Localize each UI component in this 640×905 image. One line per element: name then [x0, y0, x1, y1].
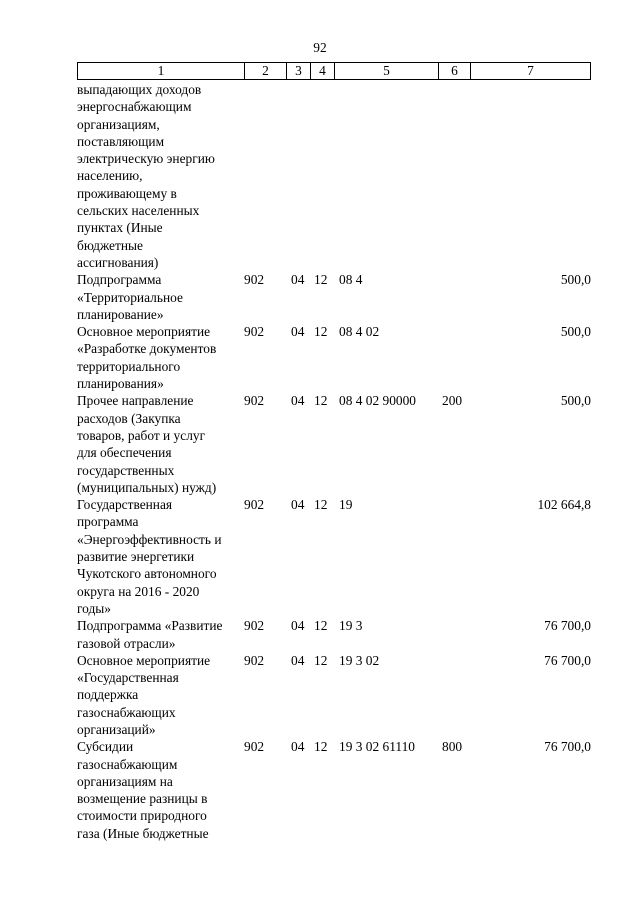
row-name-line: поддержка — [77, 687, 139, 703]
row-name-line: пунктах (Иные — [77, 220, 163, 236]
table-body — [77, 81, 591, 842]
row-name-line: организациям, — [77, 116, 160, 132]
row-name-line: возмещение разницы в — [77, 791, 208, 807]
row-sum: 76 700,0 — [544, 618, 591, 634]
row-name-line: Основное мероприятие — [77, 324, 211, 340]
row-ved: 902 — [244, 393, 265, 409]
header-col-1: 1 — [78, 63, 245, 79]
row-target-article: 19 3 02 61110 — [339, 739, 416, 755]
row-name-line: Субсидии — [77, 739, 134, 755]
row-name-line: бюджетные — [77, 237, 143, 253]
row-target-article: 19 3 — [339, 618, 363, 634]
page-number: 92 — [313, 40, 327, 55]
row-section: 04 — [291, 324, 305, 340]
table-row — [77, 496, 591, 617]
row-name-line: газа (Иные бюджетные — [77, 825, 209, 841]
header-col-3: 3 — [287, 63, 311, 79]
row-target-article: 19 3 02 — [339, 652, 380, 668]
row-name-line: электрическую энергию — [77, 151, 215, 167]
row-ved: 902 — [244, 324, 265, 340]
row-name-line: программа — [77, 514, 139, 530]
row-subsection: 12 — [314, 393, 328, 409]
row-name-line: газоснабжающих — [77, 704, 176, 720]
row-name-line: Подпрограмма — [77, 272, 162, 288]
row-name-line: населению, — [77, 168, 143, 184]
row-name — [77, 496, 245, 617]
row-subsection: 12 — [314, 739, 328, 755]
row-expense-type: 200 — [442, 393, 463, 409]
row-name — [77, 81, 245, 271]
row-name-line: территориального — [77, 358, 181, 374]
header-col-2: 2 — [245, 63, 287, 79]
header-col-5: 5 — [335, 63, 439, 79]
row-name-line: стоимости природного — [77, 808, 207, 824]
header-col-7: 7 — [527, 63, 534, 78]
row-name-line: «Разработке документов — [77, 341, 217, 357]
row-name-line: газовой отрасли» — [77, 635, 176, 651]
row-section: 04 — [291, 652, 305, 668]
row-name-line: организациям на — [77, 773, 173, 789]
table-header — [77, 62, 591, 80]
row-name-line: годы» — [77, 600, 111, 616]
row-ved: 902 — [244, 739, 265, 755]
row-section: 04 — [291, 272, 305, 288]
row-name-line: Чукотского автономного — [77, 566, 217, 582]
row-name-line: проживающему в — [77, 185, 177, 201]
row-sum: 500,0 — [560, 324, 591, 340]
row-name-line: планирования» — [77, 376, 164, 392]
row-name-line: «Государственная — [77, 670, 179, 686]
row-ved: 902 — [244, 497, 265, 513]
row-name — [77, 323, 245, 392]
row-name — [77, 617, 245, 652]
row-sum: 102 664,8 — [537, 497, 591, 513]
row-name-line: развитие энергетики — [77, 549, 195, 565]
row-sum: 500,0 — [560, 393, 591, 409]
table-row — [77, 738, 591, 842]
row-name — [77, 392, 245, 496]
row-name-line: «Территориальное — [77, 289, 183, 305]
row-name-line: Подпрограмма «Развитие — [77, 618, 223, 634]
table-row — [77, 617, 591, 652]
row-name-line: округа на 2016 - 2020 — [77, 583, 200, 599]
row-name-line: газоснабжающим — [77, 756, 178, 772]
row-name — [77, 738, 245, 842]
row-expense-type: 800 — [442, 739, 463, 755]
row-target-article: 08 4 02 90000 — [339, 393, 416, 409]
row-target-article: 08 4 — [339, 272, 363, 288]
table-row — [77, 81, 591, 271]
row-subsection: 12 — [314, 497, 328, 513]
row-name-line: (муниципальных) нужд) — [77, 479, 217, 495]
table-row — [77, 652, 591, 738]
table-row — [77, 392, 591, 496]
row-ved: 902 — [244, 272, 265, 288]
row-target-article: 08 4 02 — [339, 324, 380, 340]
row-name-line: для обеспечения — [77, 445, 172, 461]
row-name-line: энергоснабжающим — [77, 99, 192, 115]
row-name-line: Прочее направление — [77, 393, 194, 409]
row-name-line: «Энергоэффективность и — [77, 531, 222, 547]
row-sum: 500,0 — [560, 272, 591, 288]
row-section: 04 — [291, 739, 305, 755]
row-name-line: организаций» — [77, 721, 156, 737]
row-ved: 902 — [244, 652, 265, 668]
header-col-6: 6 — [439, 63, 471, 79]
row-subsection: 12 — [314, 324, 328, 340]
row-name-line: Основное мероприятие — [77, 652, 211, 668]
table-row — [77, 271, 591, 323]
row-ved: 902 — [244, 618, 265, 634]
row-sum: 76 700,0 — [544, 739, 591, 755]
row-target-article: 19 — [339, 497, 353, 513]
row-name-line: государственных — [77, 462, 175, 478]
row-section: 04 — [291, 618, 305, 634]
row-name-line: ассигнования) — [77, 254, 159, 270]
row-subsection: 12 — [314, 652, 328, 668]
row-subsection: 12 — [314, 618, 328, 634]
row-name — [77, 652, 245, 738]
row-subsection: 12 — [314, 272, 328, 288]
row-name-line: расходов (Закупка — [77, 410, 181, 426]
row-name-line: выпадающих доходов — [77, 82, 202, 97]
row-section: 04 — [291, 497, 305, 513]
row-name-line: товаров, работ и услуг — [77, 427, 206, 443]
row-sum: 76 700,0 — [544, 652, 591, 668]
header-col-4: 4 — [311, 63, 335, 79]
row-name-line: планирование» — [77, 306, 164, 322]
table-row — [77, 323, 591, 392]
row-name-line: Государственная — [77, 497, 173, 513]
row-name-line: поставляющим — [77, 133, 165, 149]
row-name — [77, 271, 245, 323]
row-section: 04 — [291, 393, 305, 409]
row-name-line: сельских населенных — [77, 203, 200, 219]
